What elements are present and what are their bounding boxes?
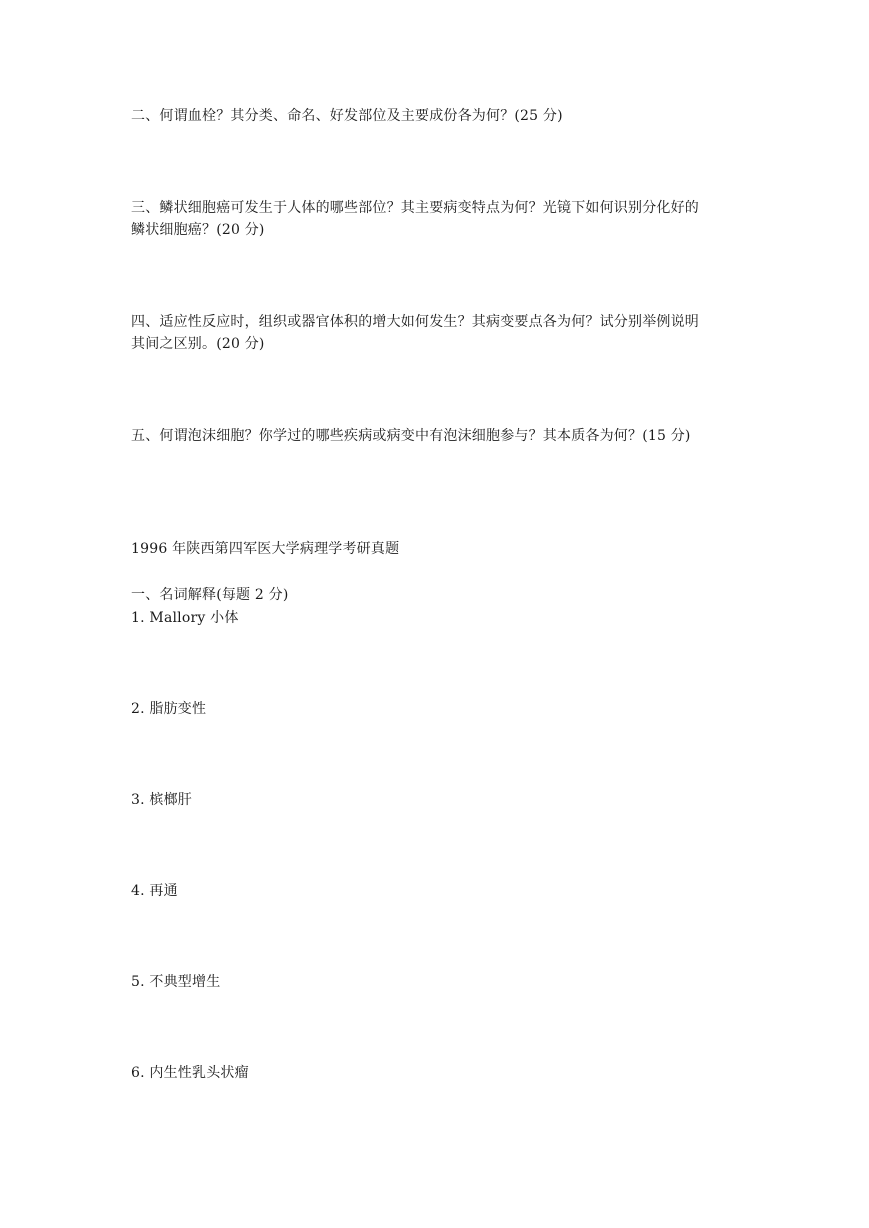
question-3-line-2: 鳞状细胞癌？(20 分) <box>131 222 265 238</box>
question-5: 五、何谓泡沫细胞？你学过的哪些疾病或病变中有泡沫细胞参与？其本质各为何？(15 分) <box>131 428 691 444</box>
question-3 <box>131 197 751 241</box>
question-3-line-1: 三、鳞状细胞癌可发生于人体的哪些部位？其主要病变特点为何？光镜下如何识别分化好的 <box>131 200 699 216</box>
term-item-3: 3. 槟榔肝 <box>131 792 193 808</box>
section-1-heading: 一、名词解释(每题 2 分) <box>131 587 289 603</box>
question-4-line-1: 四、适应性反应时，组织或器官体积的增大如何发生？其病变要点各为何？试分别举例说明 <box>131 314 699 330</box>
exam-title: 1996 年陕西第四军医大学病理学考研真题 <box>131 541 400 557</box>
question-4-line-2: 其间之区别。(20 分) <box>131 336 265 352</box>
question-4 <box>131 311 751 355</box>
term-item-4: 4. 再通 <box>131 883 178 899</box>
term-item-5: 5. 不典型增生 <box>131 974 221 990</box>
question-2: 二、何谓血栓？其分类、命名、好发部位及主要成份各为何？(25 分) <box>131 108 563 124</box>
term-item-1: 1. Mallory 小体 <box>131 610 239 626</box>
term-item-6: 6. 内生性乳头状瘤 <box>131 1065 249 1081</box>
term-item-2: 2. 脂肪变性 <box>131 701 207 717</box>
